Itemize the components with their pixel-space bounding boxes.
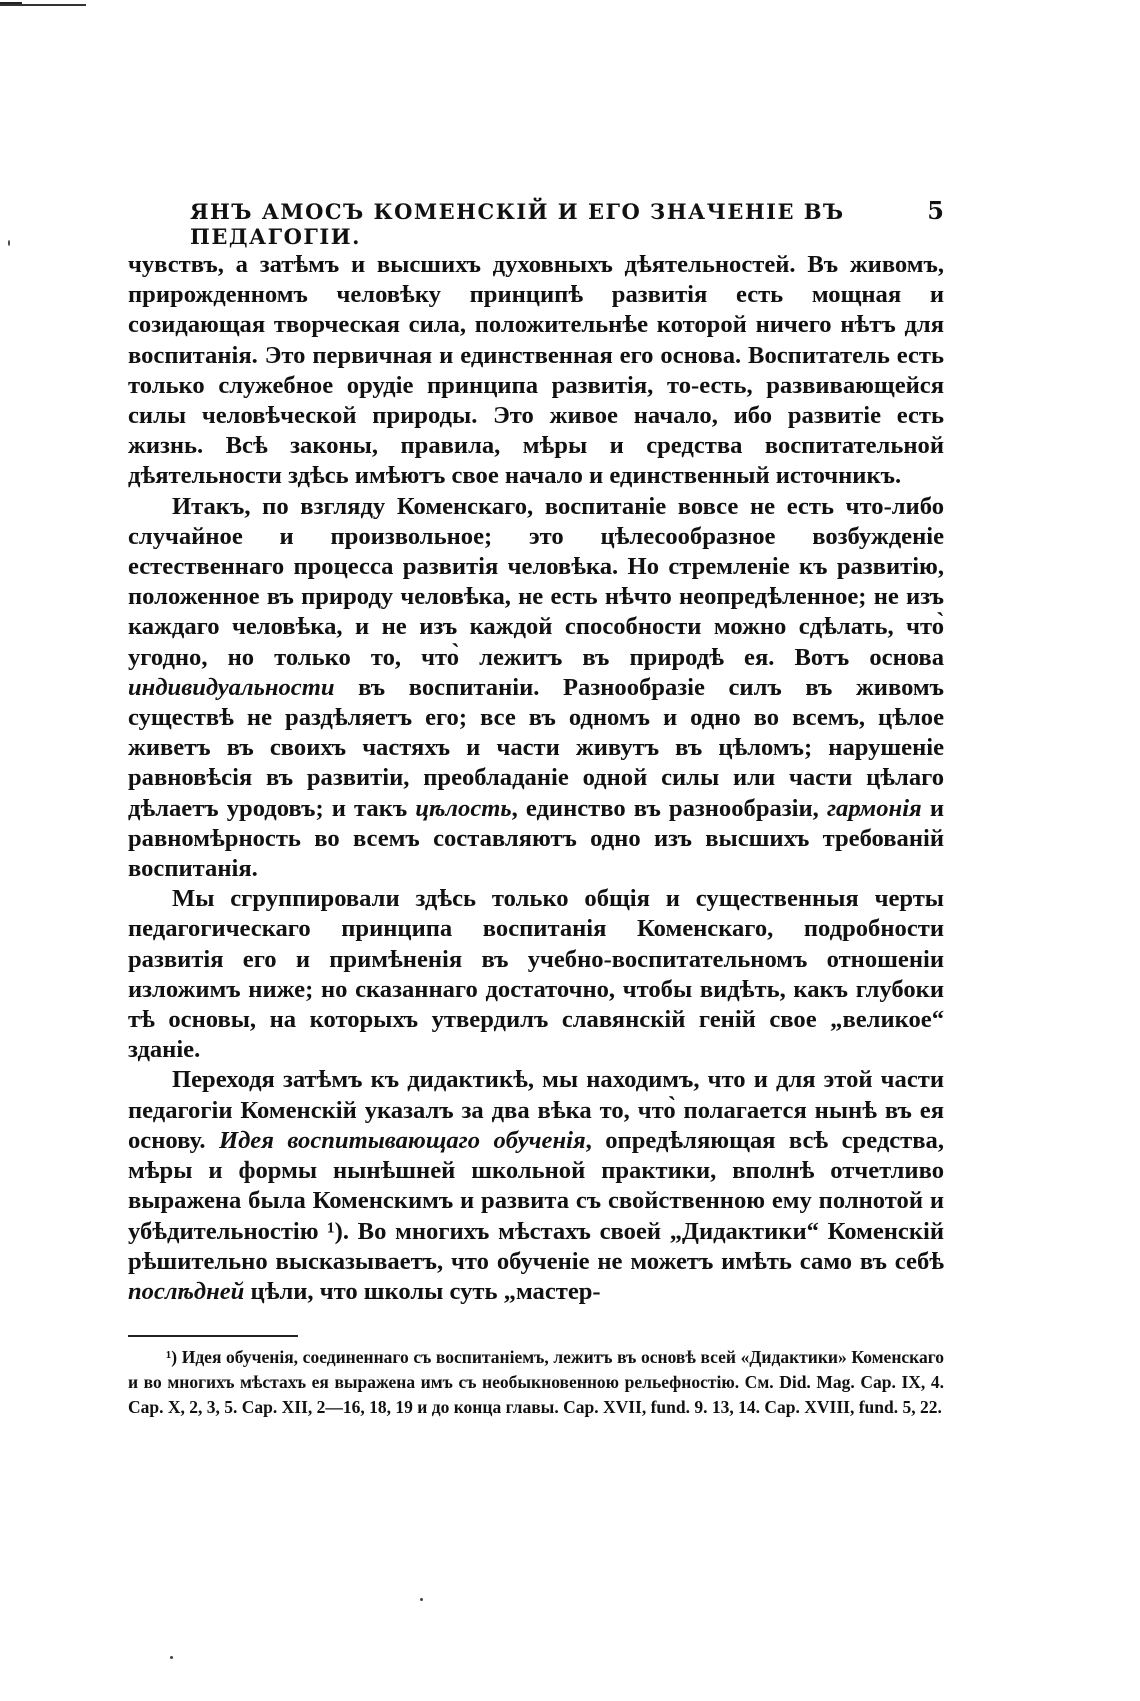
text-run: въ воспитаніи. Разнообразіе силъ въ живомъ существѣ не раздѣляетъ его; все въ одномъ и одно во всемъ, цѣлое живетъ въ своихъ частяхъ и части живутъ въ цѣломъ; нарушеніе равновѣсія въ развитіи, преобладаніе одной силы или части цѣлаго дѣлаетъ уродовъ; и такъ <box>128 673 944 822</box>
text-run: чувствъ, а затѣмъ и высшихъ духовныхъ дѣятельностей. Въ живомъ, прирожденномъ человѣку принципѣ развитія есть мощная и созидающая творческая сила, положительнѣе которой ничего нѣтъ для воспитанія. Это первичная и единственная его основа. Воспитатель есть только служебное орудіе принципа развитія, то-есть, развивающейся силы человѣческой природы. Это живое начало, ибо развитіе есть жизнь. Всѣ законы, правила, мѣры и средства воспитательной дѣятельности здѣсь имѣютъ свое начало и единственный источникъ. <box>128 251 944 490</box>
scan-artifact-line <box>0 4 86 6</box>
italic-run: цѣлость <box>415 794 512 822</box>
page-number: 5 <box>927 196 944 225</box>
italic-run: гармонія <box>826 794 922 822</box>
text-run: Мы сгруппировали здѣсь только общія и существенныя черты педагогическаго принципа воспитанія Коменскаго, подробности развитія его и примѣненія въ учебно-воспитательномъ отношеніи изложимъ ниже; но сказаннаго достаточно, чтобы видѣть, какъ глубоки тѣ основы, на которыхъ утвердилъ славянскій геній свое „великое“ зданіе. <box>128 885 944 1064</box>
italic-run: послѣдней <box>128 1277 245 1305</box>
footnote: ¹) Идея обученія, соединеннаго съ воспитаніемъ, лежитъ въ основѣ всей «Дидактики» Коменскаго и во многихъ мѣстахъ ея выражена имъ съ необыкновенною рельефностію. См. Did. Mag. Cap. IX, 4. Cap. X, 2, 3, 5. Cap. XII, 2—16, 18, 19 и до конца главы. Cap. XVII, fund. 9. 13, 14. Cap. XVIII, fund. 5, 22. <box>128 1347 944 1418</box>
text-run: , единство въ разнообразіи, <box>511 794 827 822</box>
text-run: Переходя затѣмъ къ дидактикѣ, мы находимъ, что и для этой части педагогіи Коменскій указалъ за два вѣка то, что̀ полагается нынѣ въ ея основу. <box>128 1066 944 1154</box>
paragraph <box>128 1065 944 1307</box>
scan-artifact-dot <box>8 240 10 246</box>
text-run: Итакъ, по взгляду Коменскаго, воспитаніе вовсе не есть что-либо случайное и произвольное; это цѣлесообразное возбужденіе естественнаго процесса развитія человѣка. Но стремленіе къ развитію, положенное въ природу человѣка, не есть нѣчто неопредѣленное; не изъ каждаго человѣка, и не изъ каждой способности можно сдѣлать, что̀ угодно, но только то, что̀ лежитъ въ природѣ ея. Вотъ основа <box>128 492 944 671</box>
text-run: цѣли, что школы суть „мастер- <box>244 1277 601 1305</box>
paragraph <box>128 250 944 492</box>
italic-run: Идея воспитывающаго обученія <box>218 1126 586 1154</box>
book-page <box>128 196 944 1420</box>
footnotes <box>128 1345 944 1420</box>
scan-artifact-dot <box>170 1656 173 1659</box>
running-head <box>128 196 944 249</box>
footnote-rule <box>128 1335 298 1337</box>
paragraph <box>128 884 944 1065</box>
text-run: , опредѣляющая всѣ средства, мѣры и формы нынѣшней школьной практики, вполнѣ отчетливо выражена была Коменскимъ и развита съ свойственною ему полнотой и убѣдительностію ¹). Во многихъ мѣстахъ своей „Дидактики“ Коменскій рѣшительно высказываетъ, что обученіе не можетъ имѣть само въ себѣ <box>128 1126 944 1275</box>
body-text <box>128 250 944 1307</box>
italic-run: индивидуальности <box>128 673 335 701</box>
scan-artifact-dot <box>420 1598 423 1601</box>
text-run: и равномѣрность во всемъ составляютъ одно изъ высшихъ требованій воспитанія. <box>128 794 944 883</box>
paragraph <box>128 492 944 885</box>
running-head-title: ЯНЪ АМОСЪ КОМЕНСКІЙ И ЕГО ЗНАЧЕНІЕ ВЪ ПЕДАГОГІИ. <box>190 199 845 249</box>
